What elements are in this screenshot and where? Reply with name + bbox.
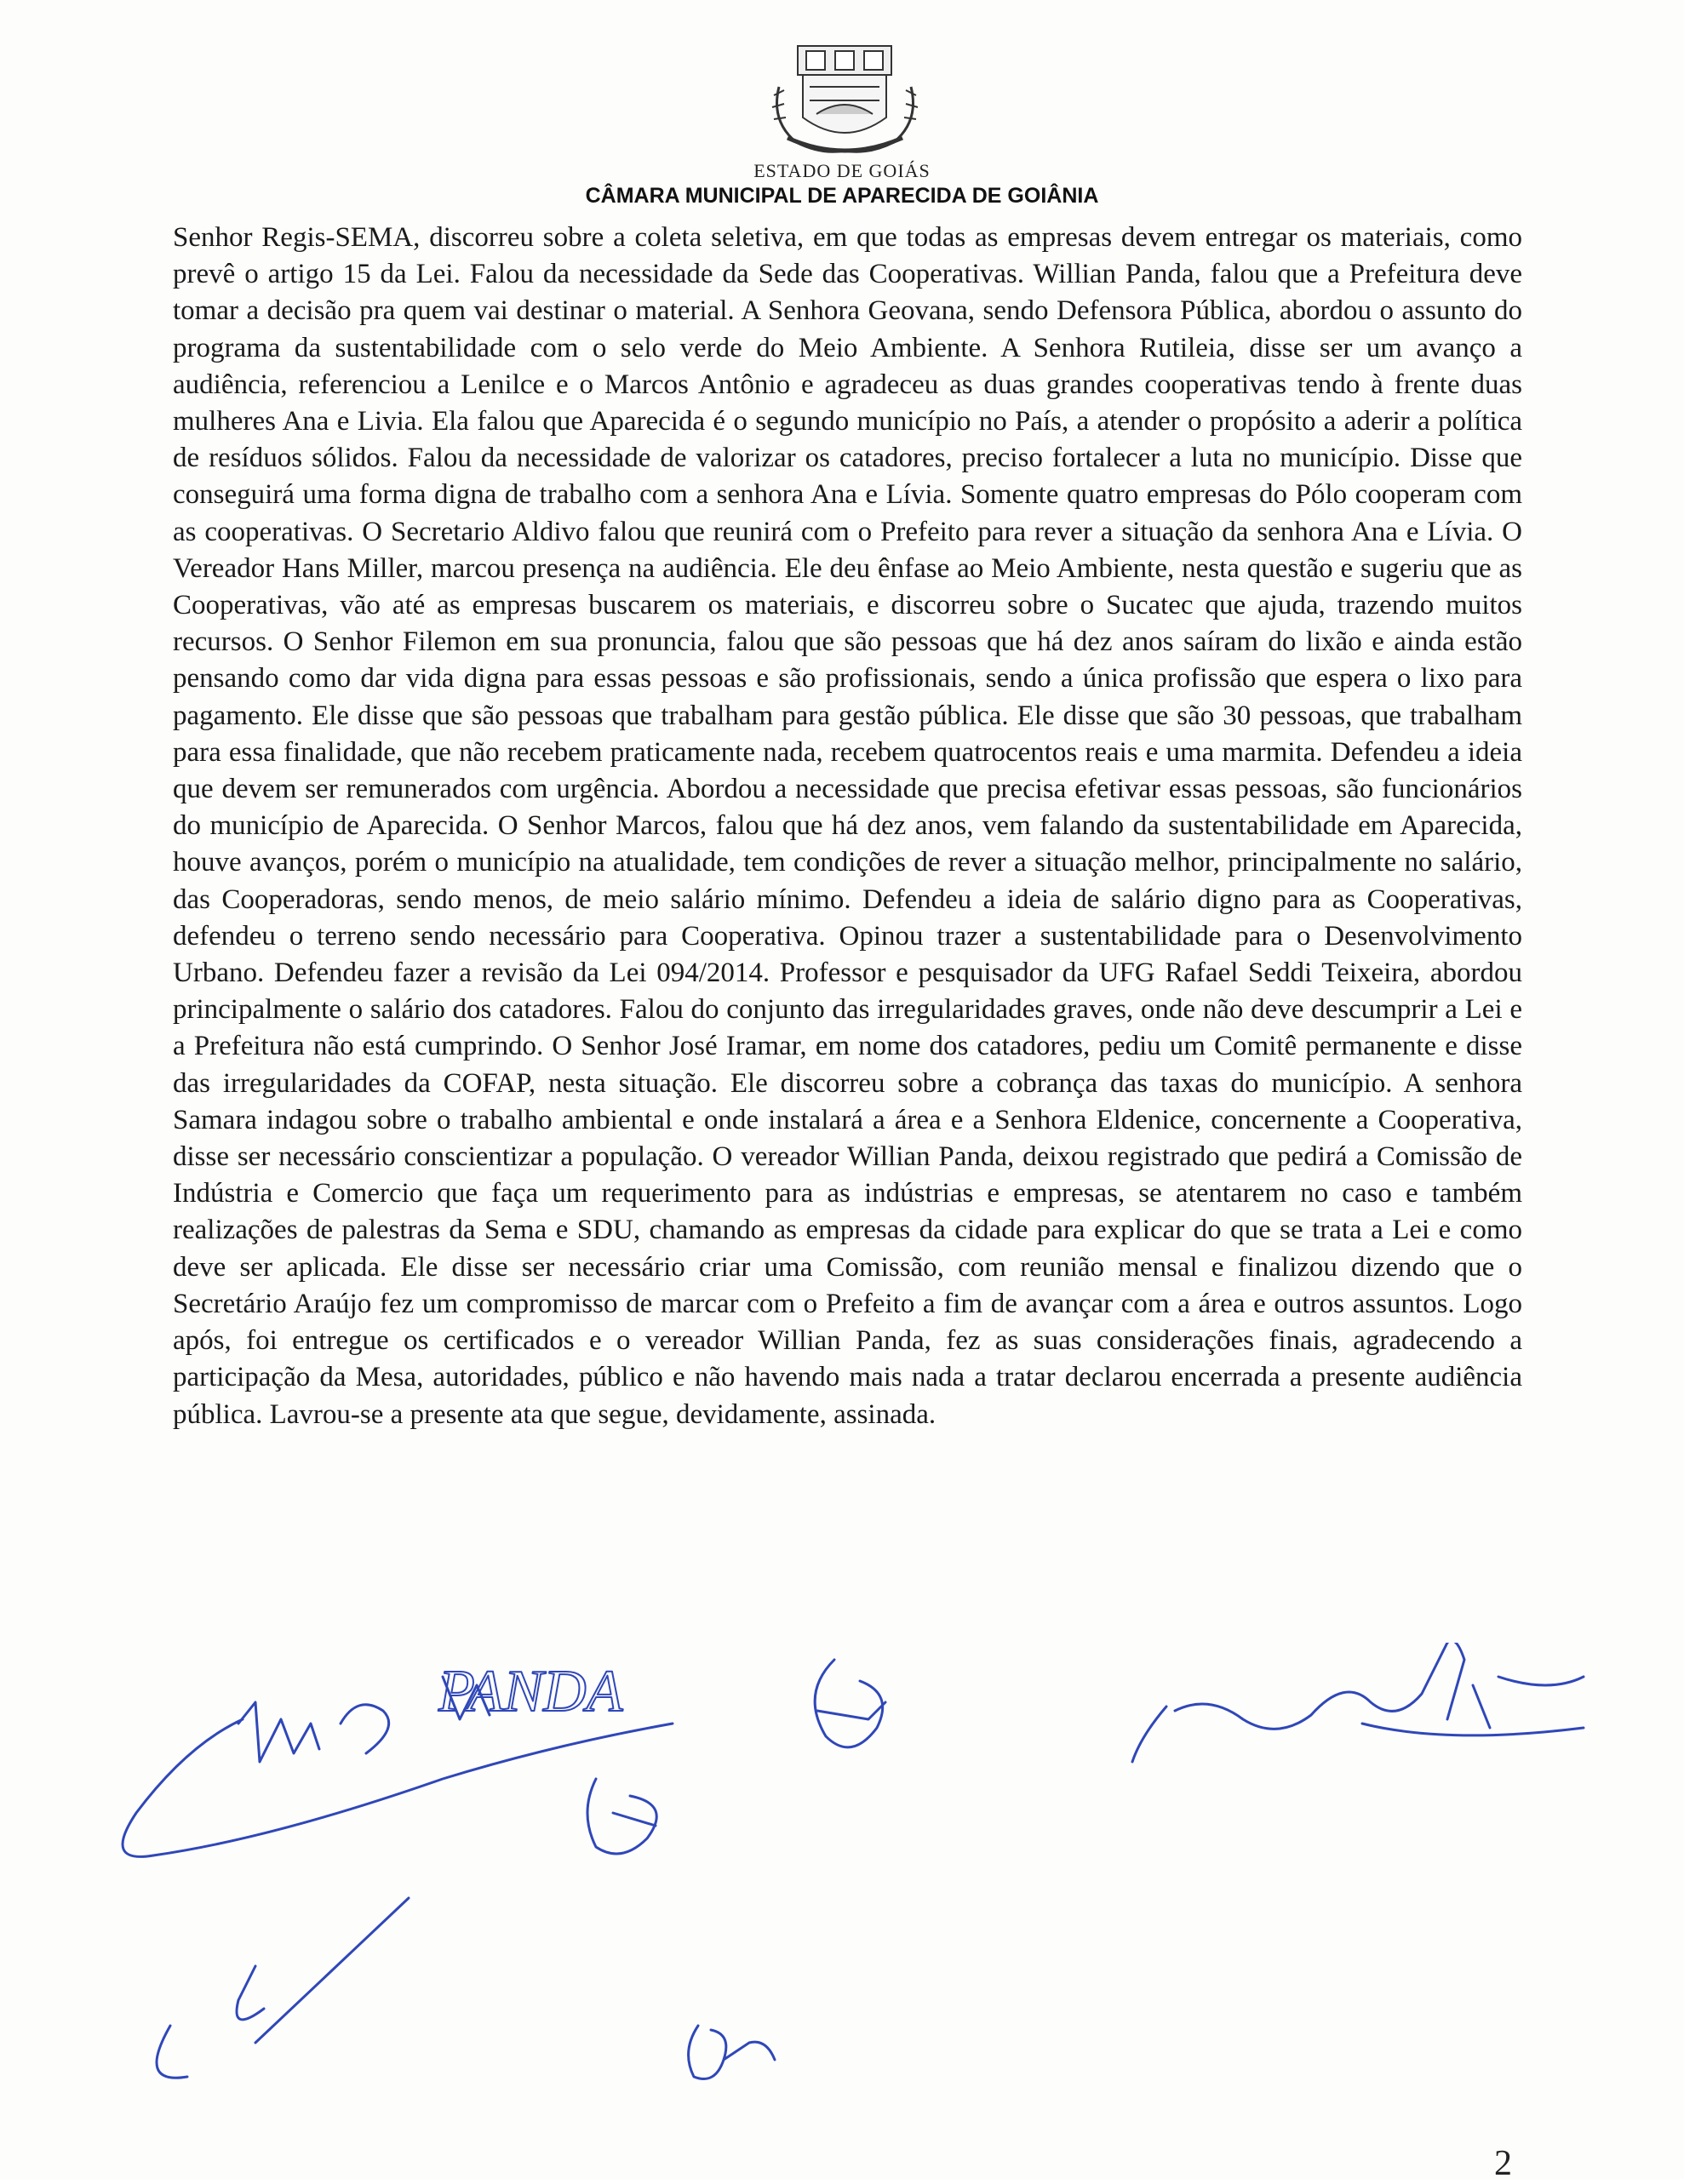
signature-6 (689, 2026, 775, 2079)
signature-5 (157, 1898, 409, 2078)
signature-3 (1132, 1643, 1584, 1762)
signature-2 (815, 1660, 885, 1747)
chamber-name: CÂMARA MUNICIPAL DE APARECIDA DE GOIÂNIA (585, 184, 1099, 208)
page-number: 2 (1494, 2144, 1512, 2183)
state-name: ESTADO DE GOIÁS (753, 160, 931, 181)
signature-panda-text: PANDA (438, 1659, 623, 1724)
minutes-paragraph: Senhor Regis-SEMA, discorreu sobre a coleta seletiva, em que todas as empresas devem entregar os materiais, como prevê o artigo 15 da Lei. Falou da necessidade da Sede das Cooperativas. Willian Panda, falou que a Prefeitura deve tomar a decisão pra quem vai destinar o material. A Senhora Geovana, sendo Defensora Pública, abordou o assunto do programa da sustentabilidade com o selo verde do Meio Ambiente. A Senhora Rutileia, disse ser um avanço a audiência, referenciou a Lenilce e o Marcos Antônio e agradeceu as duas grandes cooperativas tendo à frente duas mulheres Ana e Livia. Ela falou que Aparecida é o segundo município no País, a atender o propósito a aderir a política de resíduos sólidos. Falou da necessidade de valorizar os catadores, preciso fortalecer a luta no município. Disse que conseguirá uma forma digna de trabalho com a senhora Ana e Lívia. Somente quatro empresas do Pólo cooperam com as cooperativas. O Secretario Aldivo falou que reunirá com o Prefeito para rever a situação da senhora Ana e Lívia. O Vereador Hans Miller, marcou presença na audiência. Ele deu ênfase ao Meio Ambiente, nesta questão e sugeriu que as Cooperativas, vão até as empresas buscarem os materiais, e discorreu sobre o Sucatec que ajuda, trazendo muitos recursos. O Senhor Filemon em sua pronuncia, falou que são pessoas que há dez anos saíram do lixão e ainda estão pensando como dar vida digna para essas pessoas e são profissionais, sendo a única profissão que espera o lixo para pagamento. Ele disse que são pessoas que trabalham para gestão pública. Ele disse que são 30 pessoas, que trabalham para essa finalidade, que não recebem praticamente nada, recebem quatrocentos reais e uma marmita. Defendeu a ideia que devem ser remunerados com urgência. Abordou a necessidade que precisa efetivar essas pessoas, são funcionários do município de Aparecida. O Senhor Marcos, falou que há dez anos, vem falando da sustentabilidade em Aparecida, houve avanços, porém o município na atualidade, tem condições de rever a situação melhor, principalmente no salário, das Cooperadoras, sendo menos, de meio salário mínimo. Defendeu a ideia de salário digno para as Cooperativas, defendeu o terreno sendo necessário para Cooperativa. Opinou trazer a sustentabilidade para o Desenvolvimento Urbano. Defendeu fazer a revisão da Lei 094/2014. Professor e pesquisador da UFG Rafael Seddi Teixeira, abordou principalmente o salário dos catadores. Falou do conjunto das irregularidades graves, onde não deve descumprir a Lei e a Prefeitura não está cumprindo. O Senhor José Iramar, em nome dos catadores, pediu um Comitê permanente e disse das irregularidades da COFAP, nesta situação. Ele discorreu sobre a cobrança das taxas do município. A senhora Samara indagou sobre o trabalho ambiental e onde instalará a área e a Senhora Eldenice, concernente a Cooperativa, disse ser necessário conscientizar a população. O vereador Willian Panda, deixou registrado que pedirá a Comissão de Indústria e Comercio que faça um requerimento para as indústrias e empresas, se atentarem no caso e também realizações de palestras da Sema e SDU, chamando as empresas da cidade para explicar do que se trata a Lei e como deve ser aplicada. Ele disse ser necessário criar uma Comissão, com reunião mensal e finalizou dizendo que o Secretário Araújo fez um compromisso de marcar com o Prefeito a fim de avançar com a área e outros assuntos. Logo após, foi entregue os certificados e o vereador Willian Panda, fez as suas considerações finais, agradecendo a participação da Mesa, autoridades, público e não havendo mais nada a tratar declarou encerrada a presente audiência pública. Lavrou-se a presente ata que segue, devidamente, assinada. (173, 222, 1522, 1430)
municipal-coat-of-arms-icon (762, 36, 928, 163)
signature-4 (587, 1779, 656, 1854)
signatures-area (0, 1643, 1684, 2119)
